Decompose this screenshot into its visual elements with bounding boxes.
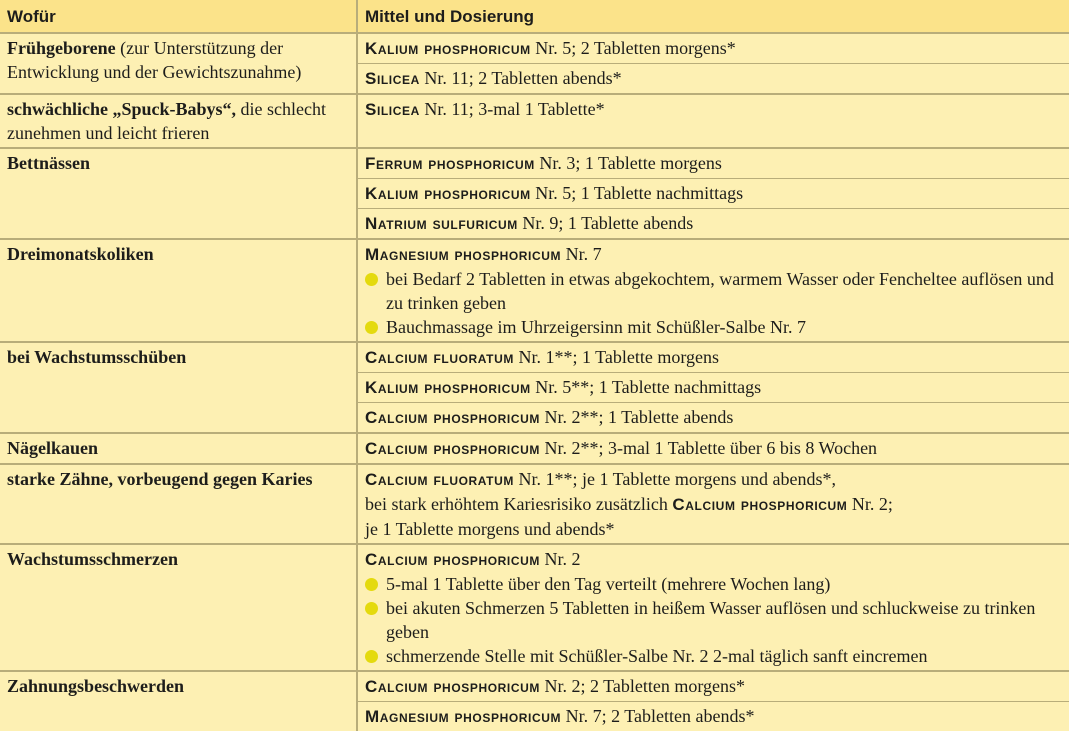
dosage-text: Nr. 1**; 1 Tablette morgens: [514, 347, 719, 367]
remedy-cell: [357, 94, 1069, 148]
column-header-mittel: Mittel und Dosierung: [357, 0, 1069, 33]
bullet-dot-icon: [365, 578, 378, 591]
bullet-dot-icon: [365, 602, 378, 615]
condition-cell: [0, 464, 357, 544]
remedy-name: Kalium phosphoricum: [365, 39, 531, 58]
bullet-text: bei Bedarf 2 Tabletten in etwas abgekochtem, warmem Wasser oder Fencheltee auflösen und zu trinken geben: [386, 269, 1054, 313]
remedy-cell: [357, 544, 1069, 671]
dosage-text: Nr. 7: [561, 244, 602, 264]
condition-label: schwächliche „Spuck-Babys“,: [7, 99, 236, 119]
table-row: [0, 433, 1069, 464]
condition-label: Wachstumsschmerzen: [7, 549, 178, 569]
remedy-name: Calcium phosphoricum: [365, 550, 540, 569]
bullet-text: Bauchmassage im Uhrzeigersinn mit Schüßler-Salbe Nr. 7: [386, 317, 806, 337]
table-row: [0, 239, 1069, 342]
remedy-name: Calcium fluoratum: [365, 470, 514, 489]
bullet-dot-icon: [365, 273, 378, 286]
condition-cell: [0, 94, 357, 148]
remedy-cell: [357, 179, 1069, 209]
remedy-cell: [357, 403, 1069, 434]
dosage-text: Nr. 2**; 3-mal 1 Tablette über 6 bis 8 Wochen: [540, 438, 877, 458]
dosage-text: Nr. 2;: [847, 494, 893, 514]
condition-label: starke Zähne, vorbeugend gegen Karies: [7, 469, 313, 489]
remedy-cell: [357, 464, 1069, 544]
bullet-item: [365, 267, 1069, 315]
condition-cell: [0, 433, 357, 464]
remedy-cell: [357, 433, 1069, 464]
table-row: [0, 342, 1069, 373]
dosage-text: Nr. 1**; je 1 Tablette morgens und abends*,: [514, 469, 836, 489]
remedy-cell: [357, 671, 1069, 702]
bullet-item: [365, 315, 1069, 339]
dosage-text: Nr. 5; 1 Tablette nachmittags: [531, 183, 743, 203]
condition-cell: [0, 148, 357, 239]
dosage-text: Nr. 3; 1 Tablette morgens: [535, 153, 722, 173]
table-row: [0, 148, 1069, 179]
bullet-text: schmerzende Stelle mit Schüßler-Salbe Nr. 2 2-mal täglich sanft eincremen: [386, 646, 927, 666]
bullet-text: bei akuten Schmerzen 5 Tabletten in heißem Wasser auflösen und schluckweise zu trinken geben: [386, 598, 1035, 642]
remedy-cell: [357, 148, 1069, 179]
condition-label: Frühgeborene: [7, 38, 116, 58]
dosage-text: Nr. 2: [540, 549, 581, 569]
remedy-name: Kalium phosphoricum: [365, 378, 531, 397]
column-header-wofuer: Wofür: [0, 0, 357, 33]
bullet-dot-icon: [365, 650, 378, 663]
table-header-row: [0, 0, 1069, 33]
remedy-cell: [357, 64, 1069, 95]
dosage-text: Nr. 5**; 1 Tablette nachmittags: [531, 377, 761, 397]
remedy-name: Kalium phosphoricum: [365, 184, 531, 203]
bullet-text: 5-mal 1 Tablette über den Tag verteilt (mehrere Wochen lang): [386, 574, 830, 594]
remedy-name: Calcium fluoratum: [365, 348, 514, 367]
dosage-text: Nr. 11; 3-mal 1 Tablette*: [420, 99, 605, 119]
remedy-cell: [357, 373, 1069, 403]
table-row: [0, 33, 1069, 64]
bullet-item: [365, 596, 1069, 644]
condition-note: (zur Unterstützung der Entwicklung und der Gewichtszunahme): [7, 38, 301, 82]
condition-label: Zahnungsbeschwerden: [7, 676, 184, 696]
condition-note: die schlecht zunehmen und leicht frieren: [7, 99, 326, 143]
table-row: [0, 671, 1069, 702]
dosage-text: Nr. 11; 2 Tabletten abends*: [420, 68, 622, 88]
table-row: [0, 464, 1069, 544]
bullet-item: [365, 644, 1069, 668]
condition-label: Dreimonatskoliken: [7, 244, 154, 264]
dosage-text: Nr. 5; 2 Tabletten morgens*: [531, 38, 736, 58]
remedy-cell: [357, 33, 1069, 64]
remedy-name: Ferrum phosphoricum: [365, 154, 535, 173]
remedy-name: Magnesium phosphoricum: [365, 245, 561, 264]
remedy-cell: [357, 209, 1069, 240]
dosage-text: Nr. 2**; 1 Tablette abends: [540, 407, 733, 427]
dosage-text: Nr. 2; 2 Tabletten morgens*: [540, 676, 745, 696]
remedy-name: Silicea: [365, 100, 420, 119]
remedy-name: Calcium phosphoricum: [672, 495, 847, 514]
table-row: [0, 544, 1069, 671]
dosage-text: Nr. 7; 2 Tabletten abends*: [561, 706, 754, 726]
condition-cell: [0, 671, 357, 731]
remedy-name: Calcium phosphoricum: [365, 677, 540, 696]
dosage-text: Nr. 9; 1 Tablette abends: [518, 213, 693, 233]
remedy-name: Natrium sulfuricum: [365, 214, 518, 233]
remedy-cell: [357, 702, 1069, 731]
condition-cell: [0, 342, 357, 433]
bullet-item: [365, 572, 1069, 596]
condition-cell: [0, 239, 357, 342]
bullet-dot-icon: [365, 321, 378, 334]
remedy-name: Calcium phosphoricum: [365, 439, 540, 458]
condition-label: bei Wachstumsschüben: [7, 347, 186, 367]
remedy-cell: [357, 239, 1069, 342]
condition-label: Nägelkauen: [7, 438, 98, 458]
remedy-name: Magnesium phosphoricum: [365, 707, 561, 726]
dosage-text: je 1 Tablette morgens und abends*: [365, 517, 1069, 541]
condition-cell: [0, 33, 357, 94]
condition-label: Bettnässen: [7, 153, 90, 173]
remedy-name: Calcium phosphoricum: [365, 408, 540, 427]
remedy-name: Silicea: [365, 69, 420, 88]
condition-cell: [0, 544, 357, 671]
table-row: [0, 94, 1069, 148]
remedy-cell: [357, 342, 1069, 373]
dosage-text: bei stark erhöhtem Kariesrisiko zusätzlich: [365, 494, 672, 514]
